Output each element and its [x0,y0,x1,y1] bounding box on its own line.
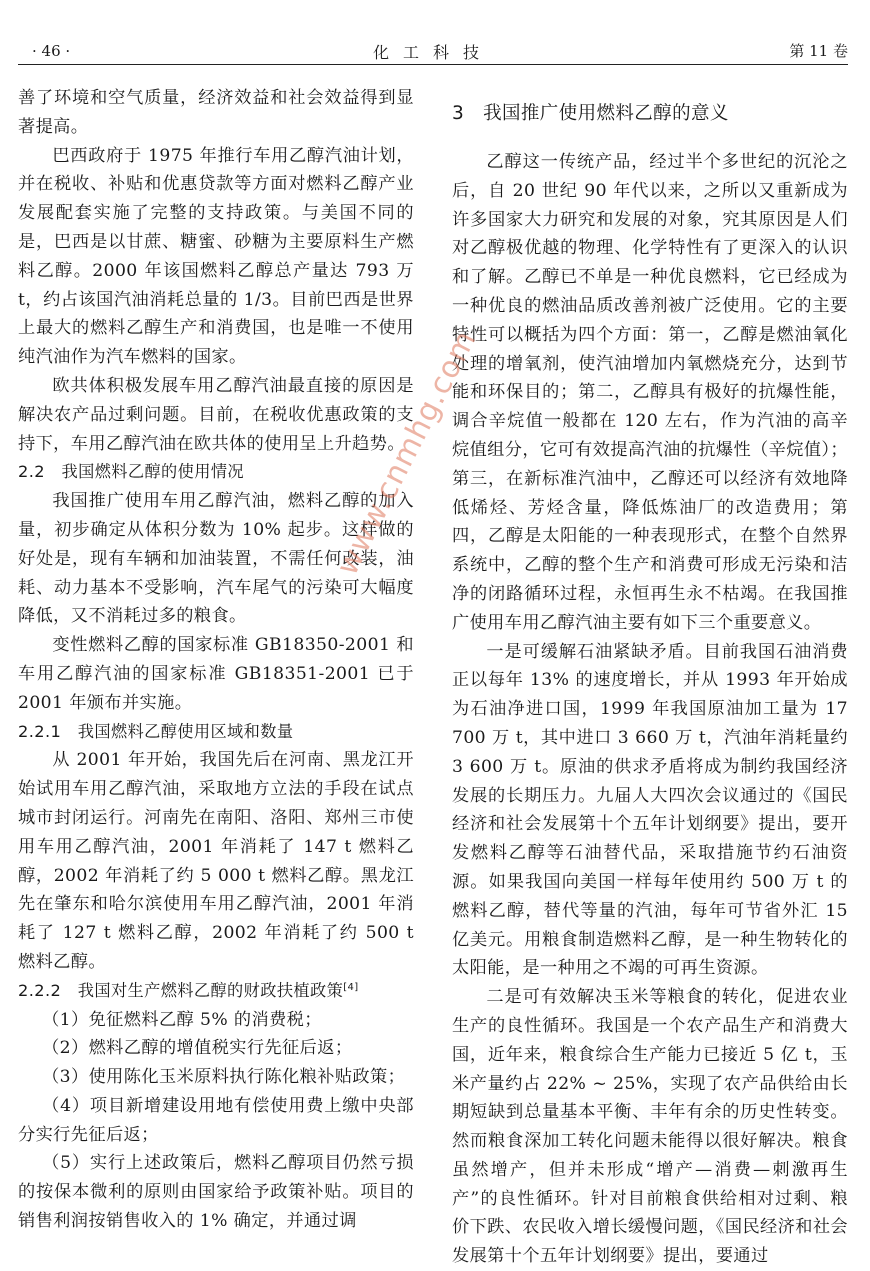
list-item: （1）免征燃料乙醇 5% 的消费税； [42,1009,322,1030]
section-heading-2-2-1: 2.2.1 我国燃料乙醇使用区域和数量 [18,721,294,741]
paragraph: 我国推广使用车用乙醇汽油，燃料乙醇的加入量，初步确定从体积分数为 10% 起步。这样做的好处是，现有车辆和加油装置，不需任何改装，油耗、动力基本不受影响，汽车尾气的污染可大幅度降低，又不消耗过多的粮食。 [18,491,414,627]
page-header [18,40,848,65]
paragraph: 欧共体积极发展车用乙醇汽油最直接的原因是解决农产品过剩问题。目前，在税收优惠政策的支持下，车用乙醇汽油在欧共体的使用呈上升趋势。 [18,375,414,454]
list-item: （4）项目新增建设用地有偿使用费上缴中央部分实行先征后返； [18,1095,414,1145]
list-item: （3）使用陈化玉米原料执行陈化粮补贴政策； [42,1067,406,1088]
paragraph: 从 2001 年开始，我国先后在河南、黑龙江开始试用车用乙醇汽油，采取地方立法的手段在试点城市封闭运行。河南先在南阳、洛阳、郑州三市使用车用乙醇汽油，2001 年消耗了 147 t 燃料乙醇，2002 年消耗了约 5 000 t 燃料乙醇。黑龙江先在肇东和哈尔滨使用车用乙醇汽油，2001 年消耗了 127 t 燃料乙醇，2002 年消耗了约 500 t 燃料乙醇。 [18,750,414,972]
section-heading-2-2: 2.2 我国燃料乙醇的使用情况 [18,462,244,482]
right-column [452,100,848,1271]
journal-title: 化工科技 [372,43,493,62]
citation-ref: [4] [343,981,359,993]
volume-label: 第 11 卷 [789,42,848,60]
section-heading-3: 3 我国推广使用燃料乙醇的意义 [452,103,729,124]
list-item: （5）实行上述政策后，燃料乙醇项目仍然亏损的按保本微利的原则由国家给予政策补贴。项目的销售利润按销售收入的 1% 确定，并通过调 [18,1153,414,1232]
paragraph: 巴西政府于 1975 年推行车用乙醇汽油计划，并在税收、补贴和优惠贷款等方面对燃料乙醇产业发展配套实施了完整的支持政策。与美国不同的是，巴西是以甘蔗、糖蜜、砂糖为主要原料生产燃料乙醇。2000 年该国燃料乙醇总产量达 793 万 t，约占该国汽油消耗总量的 1/3。目前巴西是世界上最大的燃料乙醇生产和消费国，也是唯一不使用纯汽油作为汽车燃料的国家。 [18,145,414,368]
watermark: www.cnmhg.com [330,324,484,581]
page-number: · 46 · [32,42,71,60]
heading-text: 2.2.2 我国对生产燃料乙醇的财政扶植政策 [18,980,344,1000]
paragraph: 善了环境和空气质量，经济效益和社会效益得到显著提高。 [18,88,414,137]
section-heading-2-2-2 [18,977,414,1006]
paragraph: 乙醇这一传统产品，经过半个多世纪的沉沦之后，自 20 世纪 90 年代以来，之所以又重新成为许多国家大力研究和发展的对象，究其原因是人们对乙醇极优越的物理、化学特性有了更深入的认识和了解。乙醇已不单是一种优良燃料，它已经成为一种优良的燃油品质改善剂被广泛使用。它的主要特性可以概括为四个方面：第一，乙醇是燃油氧化处理的增氧剂，使汽油增加内氧燃烧充分，达到节能和环保目的；第二，乙醇具有极好的抗爆性能，调合辛烷值一般都在 120 左右，作为汽油的高辛烷值组分，它可有效提高汽油的抗爆性（辛烷值）；第三，在新标准汽油中，乙醇还可以经济有效地降低烯烃、芳烃含量，降低炼油厂的改造费用；第四，乙醇是太阳能的一种表现形式，在整个自然界系统中，乙醇的整个生产和消费可形成无污染和洁净的闭路循环过程，永恒再生永不枯竭。在我国推广使用车用乙醇汽油主要有如下三个重要意义。 [452,152,848,633]
paragraph: 二是可有效解决玉米等粮食的转化，促进农业生产的良性循环。我国是一个农产品生产和消费大国，近年来，粮食综合生产能力已接近 5 亿 t，玉米产量约占 22% ~ 25%，实现了农产品供给由长期短缺到总量基本平衡、丰年有余的历史性转变。然而粮食深加工转化问题未能得以很好解决。粮食虽然增产，但并未形成“增产—消费—刺激再生产”的良性循环。针对目前粮食供给相对过剩、粮价下跌、农民收入增长缓慢问题，《国民经济和社会发展第十个五年计划纲要》提出，要通过 [452,987,848,1267]
list-item: （2）燃料乙醇的增值税实行先征后返； [42,1038,353,1059]
left-column [18,84,414,1236]
paragraph: 变性燃料乙醇的国家标准 GB18350-2001 和车用乙醇汽油的国家标准 GB18351-2001 已于 2001 年颁布并实施。 [18,635,414,713]
paragraph: 一是可缓解石油紧缺矛盾。目前我国石油消费正以每年 13% 的速度增长，并从 1993 年开始成为石油净进口国，1999 年我国原油加工量为 17 700 万 t，其中进口 3 660 万 t，汽油年消耗量约 3 600 万 t。原油的供求矛盾将成为制约我国经济发展的长期压力。九届人大四次会议通过的《国民经济和社会发展第十个五年计划纲要》提出，要开发燃料乙醇等石油替代品，采取措施节约石油资源。如果我国向美国一样每年使用约 500 万 t 的燃料乙醇，替代等量的汽油，每年可节省外汇 15 亿美元。用粮食制造燃料乙醇，是一种生物转化的太阳能，是一种用之不竭的可再生资源。 [452,641,848,979]
